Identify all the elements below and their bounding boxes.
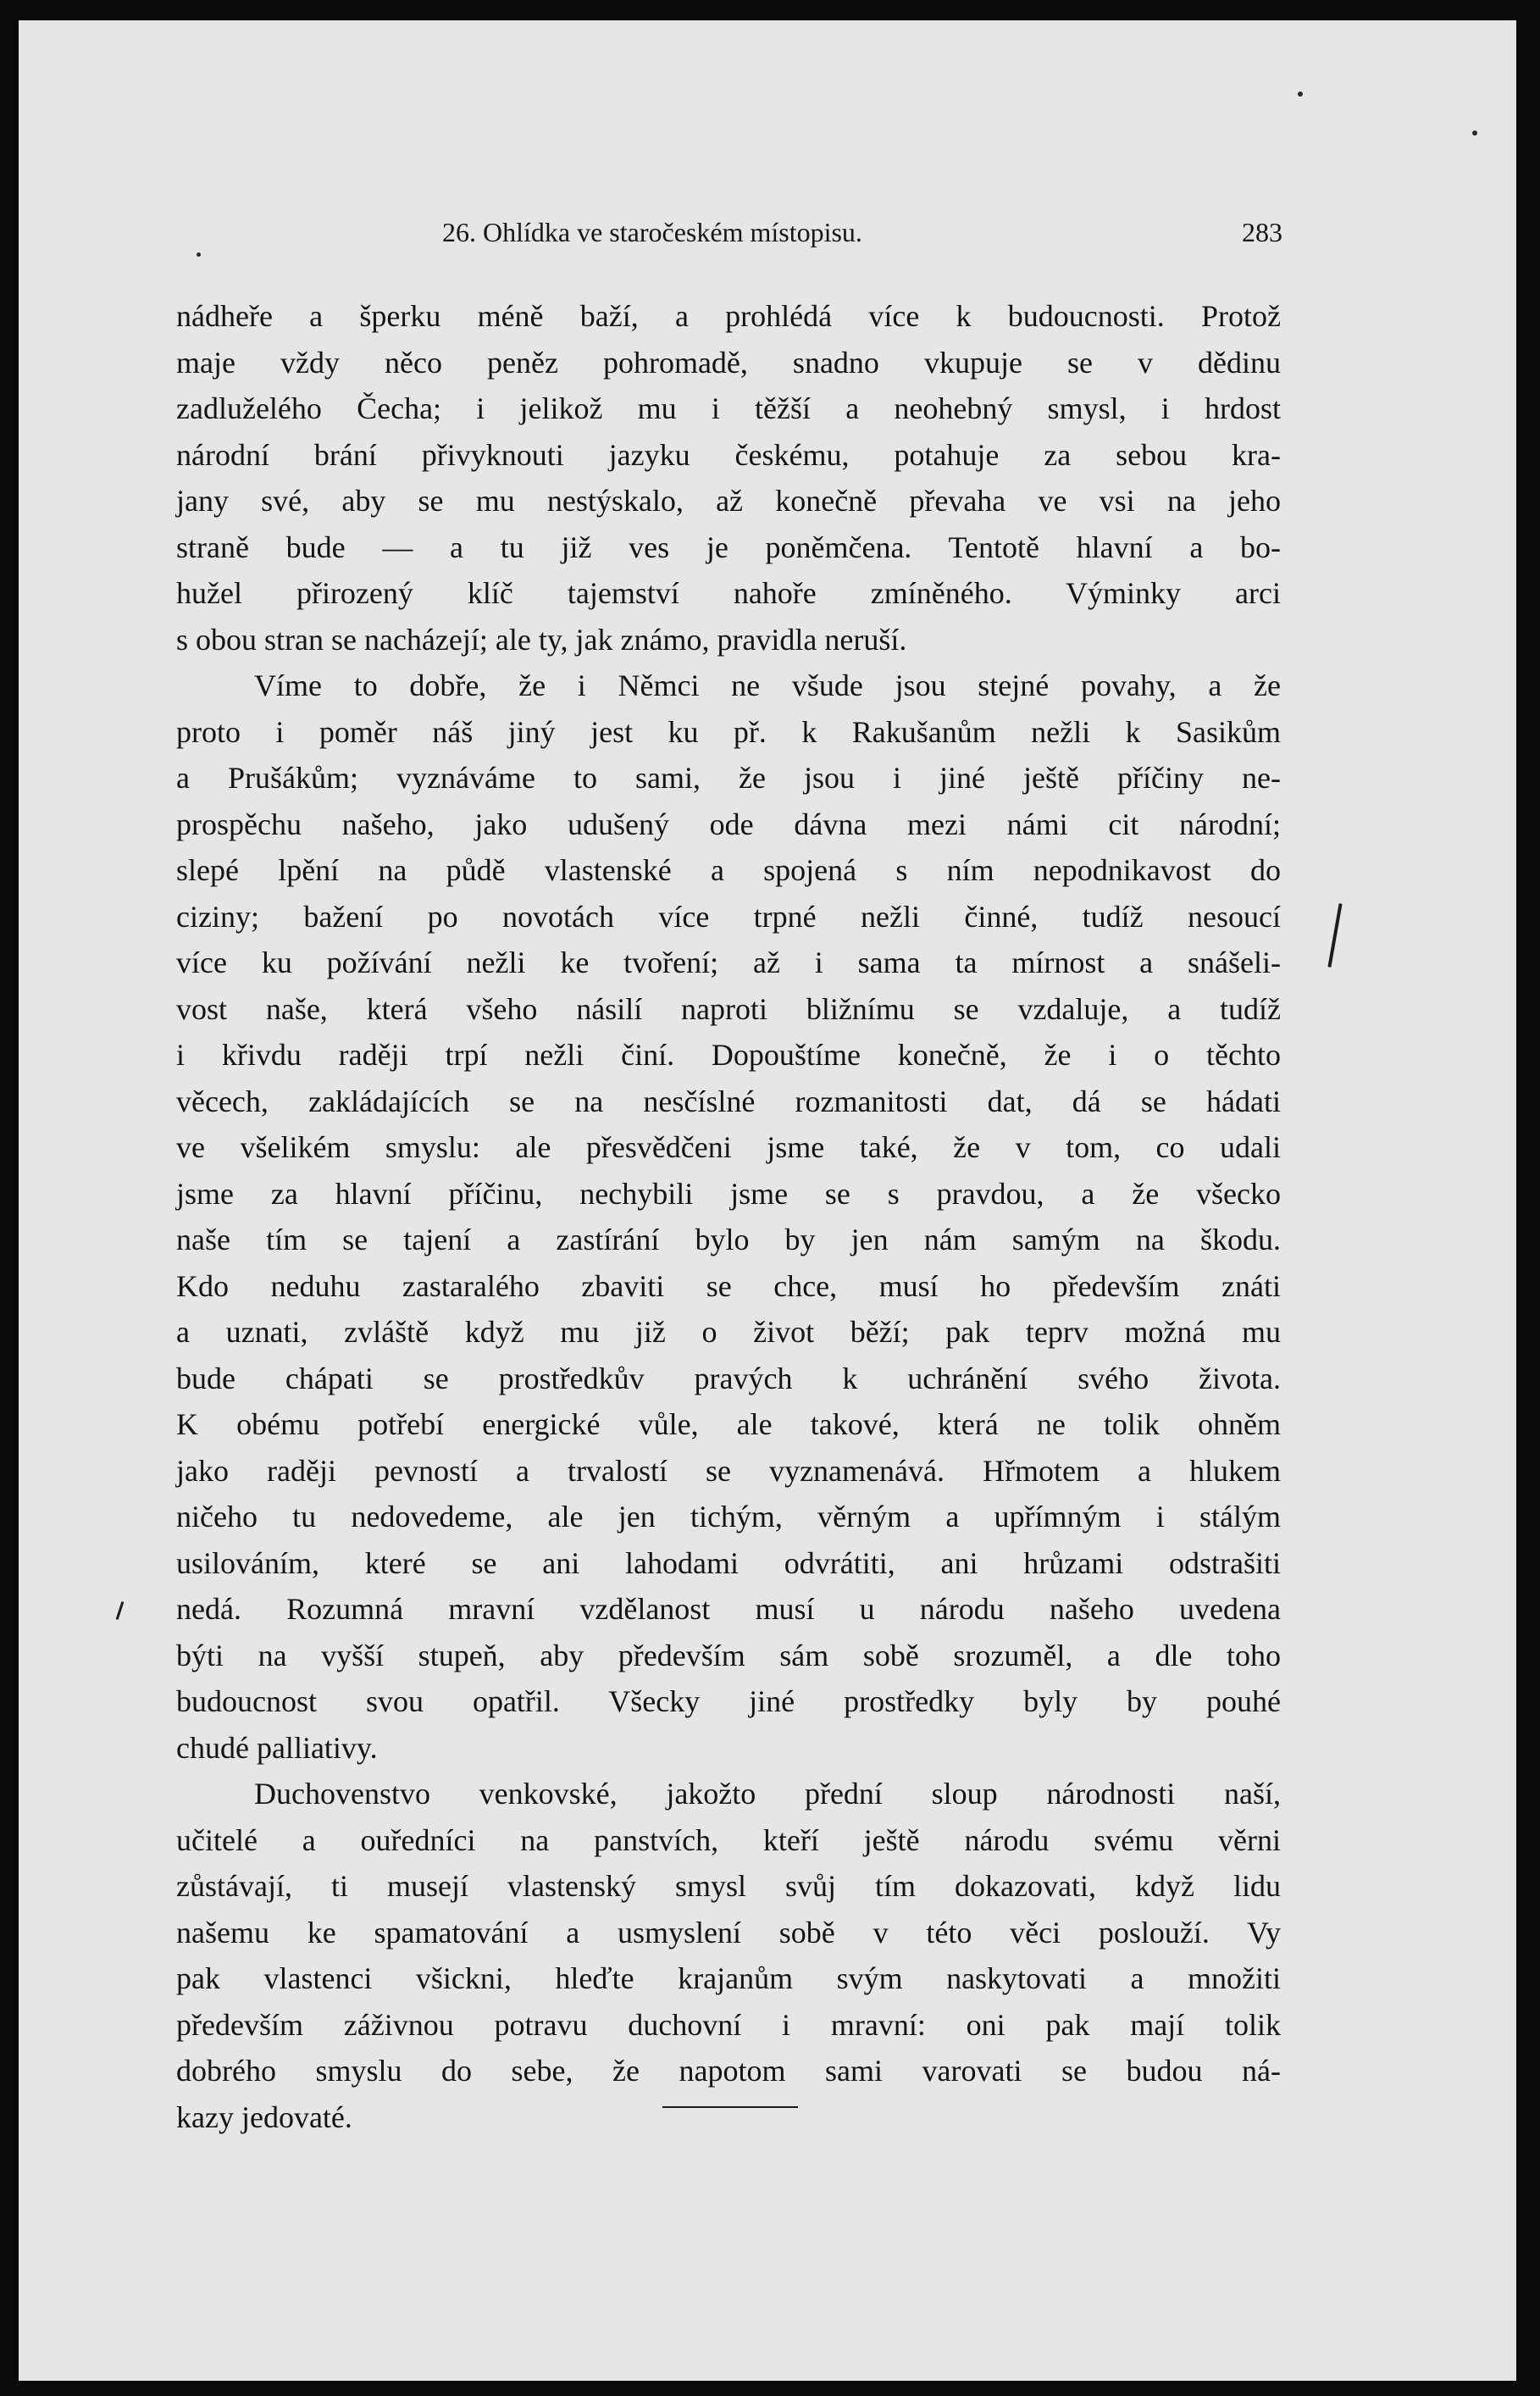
text-line: jany své, aby se mu nestýskalo, až konečně převaha ve vsi na jeho bbox=[176, 484, 1281, 518]
text-line: ciziny; bažení po novotách více trpné nežli činné, tudíž nesoucí bbox=[176, 899, 1281, 934]
scan-border-right bbox=[1516, 0, 1540, 2396]
paragraph-first-line: Víme to dobře, že i Němci ne všude jsou stejné povahy, a že bbox=[254, 668, 1281, 702]
text-line: národní brání přivyknouti jazyku českému, potahuje za sebou kra- bbox=[176, 437, 1281, 472]
text-line: chudé palliativy. bbox=[176, 1730, 378, 1765]
text-line: budoucnost svou opatřil. Všecky jiné prostředky byly by pouhé bbox=[176, 1684, 1281, 1718]
section-end-rule bbox=[662, 2106, 798, 2108]
text-line: ničeho tu nedovedeme, ale jen tichým, věrným a upřímným i stálým bbox=[176, 1500, 1281, 1534]
text-line: zůstávají, ti musejí vlastenský smysl svůj tím dokazovati, když lidu bbox=[176, 1869, 1281, 1903]
running-title: 26. Ohlídka ve staročeském místopisu. bbox=[442, 217, 862, 247]
text-line: Kdo neduhu zastaralého zbaviti se chce, musí ho především znáti bbox=[176, 1268, 1281, 1303]
text-line: nedá. Rozumná mravní vzdělanost musí u národu našeho uvedena bbox=[176, 1592, 1281, 1626]
text-line: učitelé a ouředníci na panstvích, kteří ještě národu svému věrni bbox=[176, 1822, 1281, 1857]
text-line: hužel přirozený klíč tajemství nahoře zmíněného. Výminky arci bbox=[176, 576, 1281, 610]
text-line: především záživnou potravu duchovní i mravní: oni pak mají tolik bbox=[176, 2007, 1281, 2042]
text-line: jsme za hlavní příčinu, nechybili jsme se s pravdou, a že všecko bbox=[176, 1176, 1281, 1211]
scan-border-left bbox=[0, 0, 19, 2396]
text-line: býti na vyšší stupeň, aby především sám sobě srozuměl, a dle toho bbox=[176, 1638, 1281, 1672]
text-line: ve všelikém smyslu: ale přesvědčeni jsme také, že v tom, co udali bbox=[176, 1130, 1281, 1164]
margin-speck bbox=[1298, 92, 1303, 97]
text-line: naše tím se tajení a zastírání bylo by jen nám samým na škodu. bbox=[176, 1223, 1281, 1256]
text-line: prospěchu našeho, jako udušený ode dávna mezi námi cit národní; bbox=[176, 807, 1281, 841]
text-line: straně bude — a tu již ves je poněmčena. Tentotě hlavní a bo- bbox=[176, 530, 1281, 564]
text-line: bude chápati se prostředkův pravých k uchránění svého života. bbox=[176, 1361, 1281, 1395]
text-line: věcech, zakládajících se na nesčíslné rozmanitosti dat, dá se hádati bbox=[176, 1084, 1281, 1118]
text-line: a Prušákům; vyznáváme to sami, že jsou i jiné ještě příčiny ne- bbox=[176, 761, 1281, 795]
text-line: maje vždy něco peněz pohromadě, snadno vkupuje se v dědinu bbox=[176, 345, 1281, 380]
text-line: s obou stran se nacházejí; ale ty, jak známo, pravidla neruší. bbox=[176, 622, 907, 657]
text-line: pak vlastenci všickni, hleďte krajanům svým naskytovati a množiti bbox=[176, 1961, 1281, 1995]
text-line: i křivdu raději trpí nežli činí. Dopouštíme konečně, že i o těchto bbox=[176, 1038, 1281, 1072]
margin-speck bbox=[1472, 130, 1477, 136]
text-line: našemu ke spamatování a usmyslení sobě v této věci poslouží. Vy bbox=[176, 1915, 1281, 1950]
text-line: vost naše, která všeho násilí naproti bližnímu se vzdaluje, a tudíž bbox=[176, 991, 1281, 1026]
text-line: dobrého smyslu do sebe, že napotom sami varovati se budou ná- bbox=[176, 2054, 1281, 2088]
text-line: proto i poměr náš jiný jest ku př. k Rakušanům nežli k Sasikům bbox=[176, 714, 1281, 749]
margin-speck bbox=[197, 252, 201, 257]
paragraph-first-line: Duchovenstvo venkovské, jakožto přední sloup národnosti naší, bbox=[254, 1777, 1281, 1811]
text-line: kazy jedovaté. bbox=[176, 2099, 352, 2134]
page-number: 283 bbox=[1242, 217, 1282, 247]
scan-border-top bbox=[0, 0, 1540, 20]
text-line: a uznati, zvláště když mu již o život běží; pak teprv možná mu bbox=[176, 1315, 1281, 1349]
text-line: slepé lpění na půdě vlastenské a spojená s ním nepodnikavost do bbox=[176, 853, 1281, 887]
text-line: více ku požívání nežli ke tvoření; až i sama ta mírnost a snášeli- bbox=[176, 946, 1281, 979]
text-line: jako raději pevností a trvalostí se vyznamenává. Hřmotem a hlukem bbox=[176, 1453, 1281, 1488]
text-line: nádheře a šperku méně baží, a prohlédá více k budoucnosti. Protož bbox=[176, 299, 1281, 333]
scan-border-bottom bbox=[0, 2381, 1540, 2396]
text-line: zadluželého Čecha; i jelikož mu i těžší a neohebný smysl, i hrdost bbox=[176, 391, 1281, 425]
running-header bbox=[442, 217, 1282, 258]
text-line: usilováním, které se ani lahodami odvrátiti, ani hrůzami odstrašiti bbox=[176, 1545, 1281, 1580]
body-text bbox=[176, 293, 1281, 2140]
text-line: K obému potřebí energické vůle, ale takové, která ne tolik ohněm bbox=[176, 1407, 1281, 1441]
